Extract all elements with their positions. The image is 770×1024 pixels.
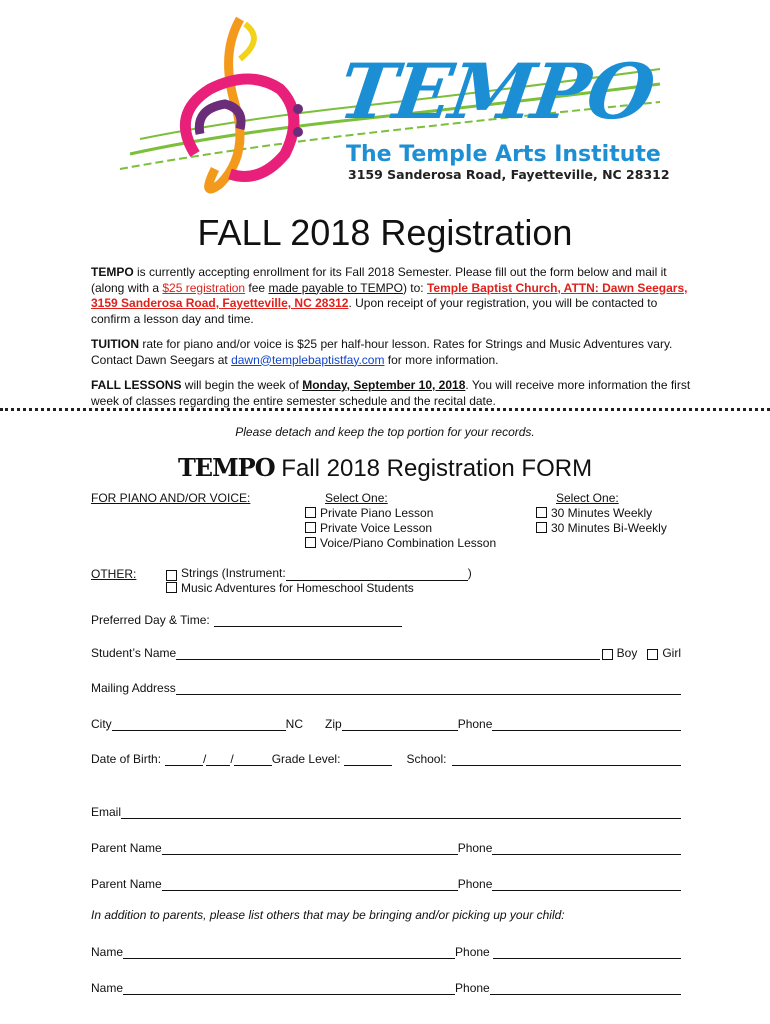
parent-phone-field[interactable] <box>492 842 681 855</box>
logo-address: 3159 Sanderosa Road, Fayetteville, NC 28312 <box>348 167 670 182</box>
girl-label: Girl <box>662 646 681 660</box>
payable-note: made payable to TEMPO <box>268 280 403 295</box>
field-label: Parent Name <box>91 877 162 891</box>
option-combination[interactable] <box>305 536 496 551</box>
mailing-row <box>91 679 681 695</box>
text: fee <box>245 280 269 295</box>
other-name-field[interactable] <box>123 946 455 959</box>
start-date: Monday, September 10, 2018 <box>302 378 466 392</box>
email-link[interactable]: dawn@templebaptistfay.com <box>231 352 385 367</box>
paren: ) <box>467 566 472 580</box>
boy-label: Boy <box>616 646 638 660</box>
checkbox[interactable] <box>305 507 316 518</box>
field-label: Preferred Day & Time: <box>91 613 210 627</box>
dob-day-field[interactable] <box>206 753 230 766</box>
parent-name-field[interactable] <box>162 842 458 855</box>
option-label: Music Adventures for Homeschool Students <box>181 581 414 595</box>
parent-row-1 <box>91 839 681 855</box>
dob-row <box>91 750 681 766</box>
slash: / <box>230 752 234 766</box>
field-label: City <box>91 717 112 731</box>
lessons-paragraph <box>91 378 691 409</box>
girl-checkbox[interactable] <box>647 649 658 660</box>
school-field[interactable] <box>452 753 681 766</box>
other-phone-field[interactable] <box>493 946 681 959</box>
email-field[interactable] <box>121 806 681 819</box>
option-label: Strings (Instrument: <box>181 566 286 580</box>
others-note: In addition to parents, please list others that may be bringing and/or picking up your child: <box>91 908 565 922</box>
field-label: Grade Level: <box>271 752 341 766</box>
city-row <box>91 715 681 731</box>
text: will begin the week of <box>181 378 303 392</box>
city-field[interactable] <box>112 718 286 731</box>
fee-link[interactable]: $25 registration <box>162 280 246 295</box>
dob-month-field[interactable] <box>165 753 203 766</box>
lessons-label: FALL LESSONS <box>91 378 182 392</box>
field-label: Phone <box>455 945 490 959</box>
field-label: Name <box>91 981 124 995</box>
checkbox[interactable] <box>536 522 547 533</box>
piano-voice-label: FOR PIANO AND/OR VOICE: <box>91 491 251 505</box>
option-label: 30 Minutes Bi-Weekly <box>551 521 667 535</box>
text: . Upon receipt of your registration, you will be contacted to confirm a lesson day and time. <box>91 296 658 326</box>
field-label: Phone <box>457 841 493 855</box>
frequency-group <box>536 491 667 536</box>
option-private-piano[interactable] <box>305 506 496 521</box>
checkbox[interactable] <box>166 570 177 581</box>
student-row <box>91 644 681 660</box>
field-label: Email <box>91 805 122 819</box>
text: for more information. <box>384 352 499 367</box>
option-label: Private Voice Lesson <box>320 521 433 535</box>
tuition-label: TUITION <box>91 337 139 351</box>
preferred-day-field[interactable] <box>214 614 402 627</box>
other-person-row-2 <box>91 979 681 995</box>
preferred-row <box>91 611 681 627</box>
field-label: Name <box>91 945 124 959</box>
field-label: Phone <box>455 981 490 995</box>
field-label: Phone <box>457 717 493 731</box>
intro-paragraph <box>91 265 691 327</box>
select-one-label: Select One: <box>556 491 619 505</box>
mailing-address-link[interactable]: Temple Baptist Church, ATTN: Dawn Seegars, 3159 Sanderosa Road, Fayetteville, NC 28312 <box>91 280 688 310</box>
option-biweekly[interactable] <box>536 521 667 536</box>
field-label: School: <box>406 752 447 766</box>
other-person-row-1 <box>91 943 681 959</box>
checkbox[interactable] <box>305 537 316 548</box>
logo-name: TEMPO <box>333 47 659 136</box>
other-options <box>166 566 472 596</box>
phone-field[interactable] <box>492 718 681 731</box>
boy-checkbox[interactable] <box>602 649 613 660</box>
tuition-paragraph <box>91 337 691 368</box>
text: . You will receive more information the first week of classes regarding the entire semester schedule and the recital date. <box>91 378 691 408</box>
option-label: Voice/Piano Combination Lesson <box>320 536 497 550</box>
checkbox[interactable] <box>536 507 547 518</box>
other-phone-field[interactable] <box>490 982 681 995</box>
slash: / <box>203 752 207 766</box>
form-title-text: Fall 2018 Registration FORM <box>274 455 593 482</box>
form-title <box>0 453 770 483</box>
instrument-field[interactable] <box>286 568 468 581</box>
field-label: Zip <box>325 717 342 731</box>
field-label: Parent Name <box>91 841 162 855</box>
state-label: NC <box>285 717 304 731</box>
text: ) to: <box>402 280 427 295</box>
parent-phone-field[interactable] <box>492 878 681 891</box>
parent-row-2 <box>91 875 681 891</box>
text: is currently accepting enrollment for its Fall 2018 Semester. Please fill out the form below and mail it (along with a <box>91 265 667 295</box>
checkbox[interactable] <box>305 522 316 533</box>
option-strings[interactable] <box>166 566 472 581</box>
option-label: Private Piano Lesson <box>320 506 434 520</box>
dob-year-field[interactable] <box>234 753 272 766</box>
detach-note: Please detach and keep the top portion for your records. <box>235 425 535 439</box>
text: rate for piano and/or voice is $25 per half-hour lesson. Rates for Strings and Music Adventures vary. Contact Dawn Seegars at <box>91 337 673 367</box>
grade-field[interactable] <box>344 753 392 766</box>
brand-name: TEMPO <box>91 265 134 279</box>
option-private-voice[interactable] <box>305 521 496 536</box>
option-label: 30 Minutes Weekly <box>551 506 653 520</box>
checkbox[interactable] <box>166 582 177 593</box>
option-music-adventures[interactable] <box>166 581 472 596</box>
tempo-logo <box>100 14 700 204</box>
logo-subtitle: The Temple Arts Institute <box>346 142 661 167</box>
page-title: FALL 2018 Registration <box>197 212 573 253</box>
other-label: OTHER: <box>91 567 137 581</box>
mailing-address-field[interactable] <box>176 682 681 695</box>
field-label: Phone <box>457 877 493 891</box>
zip-field[interactable] <box>342 718 458 731</box>
other-name-field[interactable] <box>123 982 455 995</box>
select-one-label: Select One: <box>325 491 388 505</box>
lesson-type-group <box>305 491 496 551</box>
field-label: Student’s Name <box>91 646 177 660</box>
form-brand: TEMPO <box>177 453 275 482</box>
parent-name-field[interactable] <box>162 878 458 891</box>
option-weekly[interactable] <box>536 506 667 521</box>
field-label: Mailing Address <box>91 681 176 695</box>
field-label: Date of Birth: <box>91 752 162 766</box>
student-name-field[interactable] <box>176 647 599 660</box>
detach-line <box>0 408 770 411</box>
email-row <box>91 803 681 819</box>
